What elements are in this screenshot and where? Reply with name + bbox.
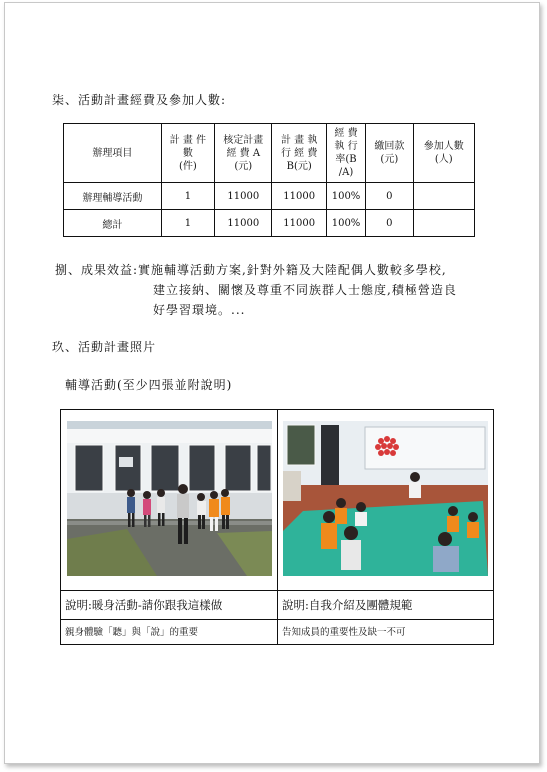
benefit-line-3: 好學習環境。...: [153, 303, 246, 317]
document-page: [4, 2, 540, 764]
header-count: 計 畫 件 數 (件): [161, 124, 214, 183]
cell-participants: [413, 183, 475, 210]
cell-count: 1: [161, 210, 214, 237]
photo-cell-2: [278, 410, 494, 591]
photo-1-detail: 親身體驗「聽」與「說」的重要: [61, 620, 278, 645]
header-item: 辦理項目: [64, 124, 162, 183]
cell-rate: 100%: [326, 183, 365, 210]
benefit-section: [55, 261, 505, 321]
photo-table: [60, 409, 494, 645]
header-participants: 參加人數 (人): [413, 124, 475, 183]
photos-subheading: 輔導活動(至少四張並附說明): [65, 378, 233, 392]
cell-approved: 11000: [215, 183, 272, 210]
photo-self-introduction: [283, 421, 488, 576]
cell-refund: 0: [366, 210, 413, 237]
table-row: [64, 210, 475, 237]
benefit-line-1: 實施輔導活動方案,針對外籍及大陸配偶人數較多學校,: [138, 263, 447, 277]
photo-2-detail: 告知成員的重要性及缺一不可: [278, 620, 494, 645]
photos-heading: 玖、活動計畫照片: [52, 340, 157, 354]
photo-warmup-activity: [67, 421, 272, 576]
cell-rate: 100%: [326, 210, 365, 237]
header-executed-budget: 計 畫 執 行 經 費 B(元): [272, 124, 326, 183]
budget-heading: 柒、活動計畫經費及參加人數:: [52, 93, 227, 107]
header-execution-rate: 經 費 執 行 率(B /A): [326, 124, 365, 183]
cell-count: 1: [161, 183, 214, 210]
cell-approved: 11000: [215, 210, 272, 237]
cell-executed: 11000: [272, 183, 326, 210]
photo-cell-1: [61, 410, 278, 591]
cell-participants: [413, 210, 475, 237]
cell-item: 辦理輔導活動: [64, 183, 162, 210]
budget-table: [63, 123, 475, 237]
header-refund: 繳回款 (元): [366, 124, 413, 183]
cell-executed: 11000: [272, 210, 326, 237]
photo-2-caption: 說明:自我介紹及團體規範: [278, 591, 494, 620]
table-row: [64, 183, 475, 210]
header-approved-budget: 核定計畫 經 費 A (元): [215, 124, 272, 183]
cell-item: 總計: [64, 210, 162, 237]
benefit-label: 捌、成果效益:: [55, 263, 139, 277]
budget-header-row: [64, 124, 475, 183]
cell-refund: 0: [366, 183, 413, 210]
benefit-line-2: 建立接納、關懷及尊重不同族群人士態度,積極營造良: [153, 283, 457, 297]
photo-1-caption: 說明:暖身活動-請你跟我這樣做: [61, 591, 278, 620]
